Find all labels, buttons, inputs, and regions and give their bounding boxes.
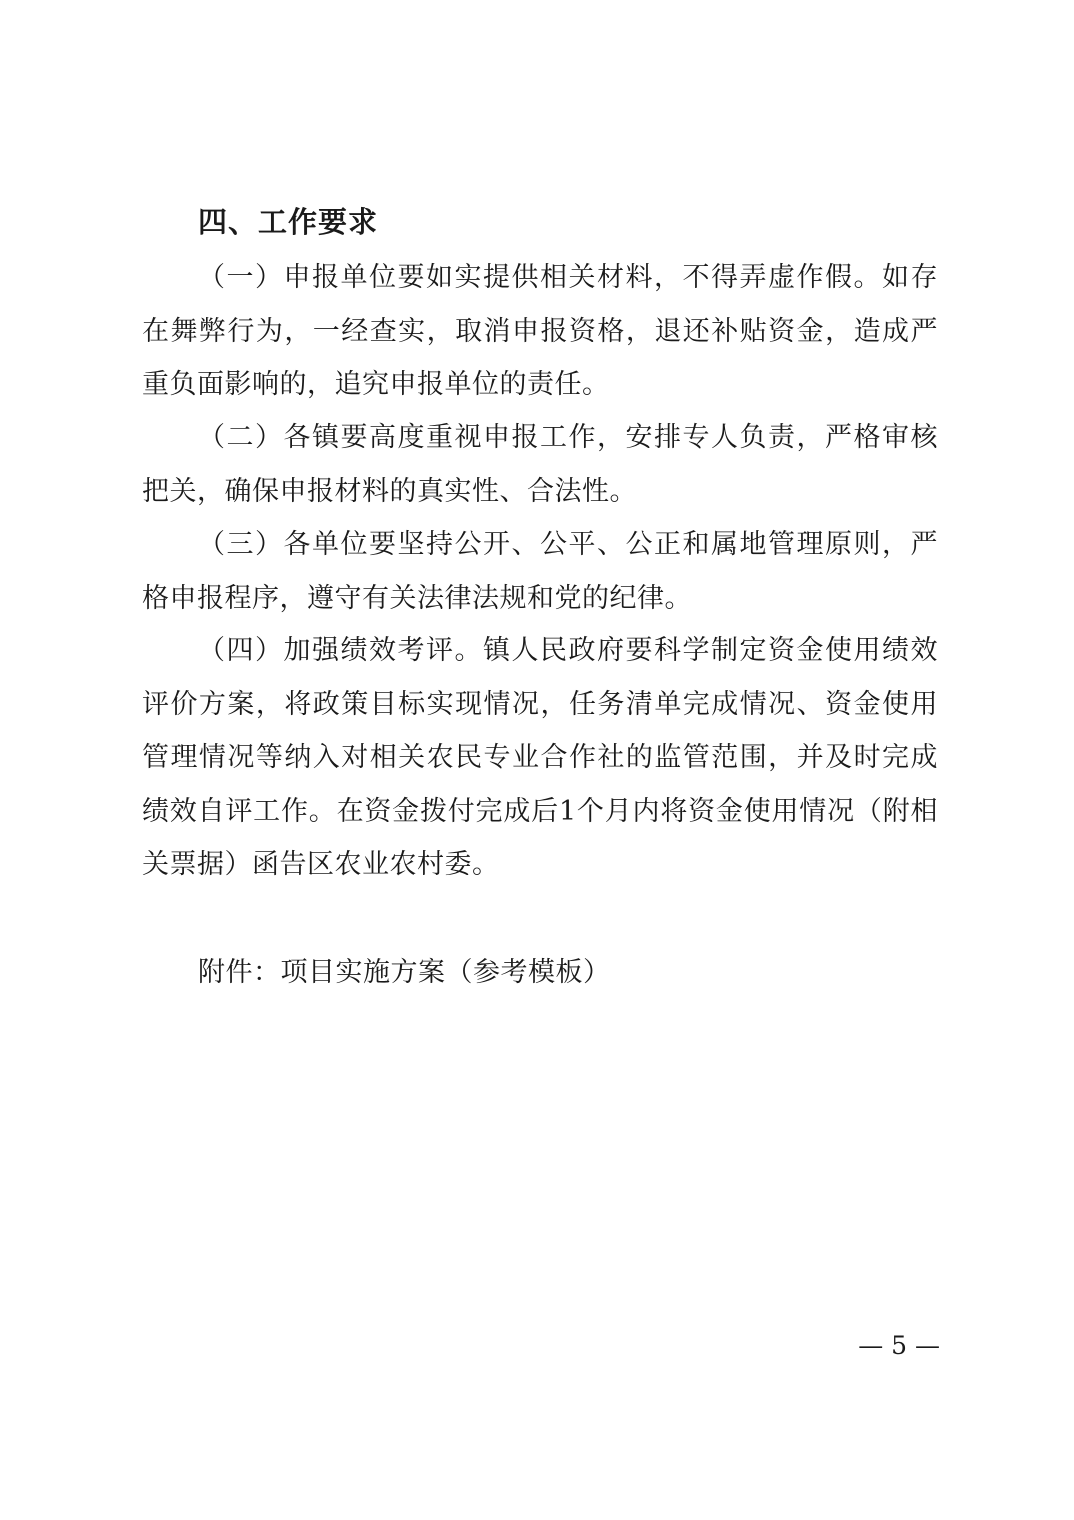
page-number: — 5 — xyxy=(858,1331,940,1360)
paragraph-4: （四）加强绩效考评。镇人民政府要科学制定资金使用绩效评价方案，将政策目标实现情况，任务清单完成情况、资金使用管理情况等纳入对相关农民专业合作社的监管范围，并及时完成绩效自评工作。在资金拨付完成后1个月内将资金使用情况（附相关票据）函告区农业农村委。 xyxy=(142,635,938,880)
attachment-note: 附件：项目实施方案（参考模板） xyxy=(198,957,611,988)
paragraph-3: （三）各单位要坚持公开、公平、公正和属地管理原则，严格申报程序，遵守有关法律法规和党的纪律。 xyxy=(142,529,938,614)
paragraph-2: （二）各镇要高度重视申报工作，安排专人负责，严格审核把关，确保申报材料的真实性、合法性。 xyxy=(142,422,938,507)
section-heading: 四、工作要求 xyxy=(198,205,379,239)
paragraph-1: （一）申报单位要如实提供相关材料，不得弄虚作假。如存在舞弊行为，一经查实，取消申报资格，退还补贴资金，造成严重负面影响的，追究申报单位的责任。 xyxy=(142,262,938,400)
